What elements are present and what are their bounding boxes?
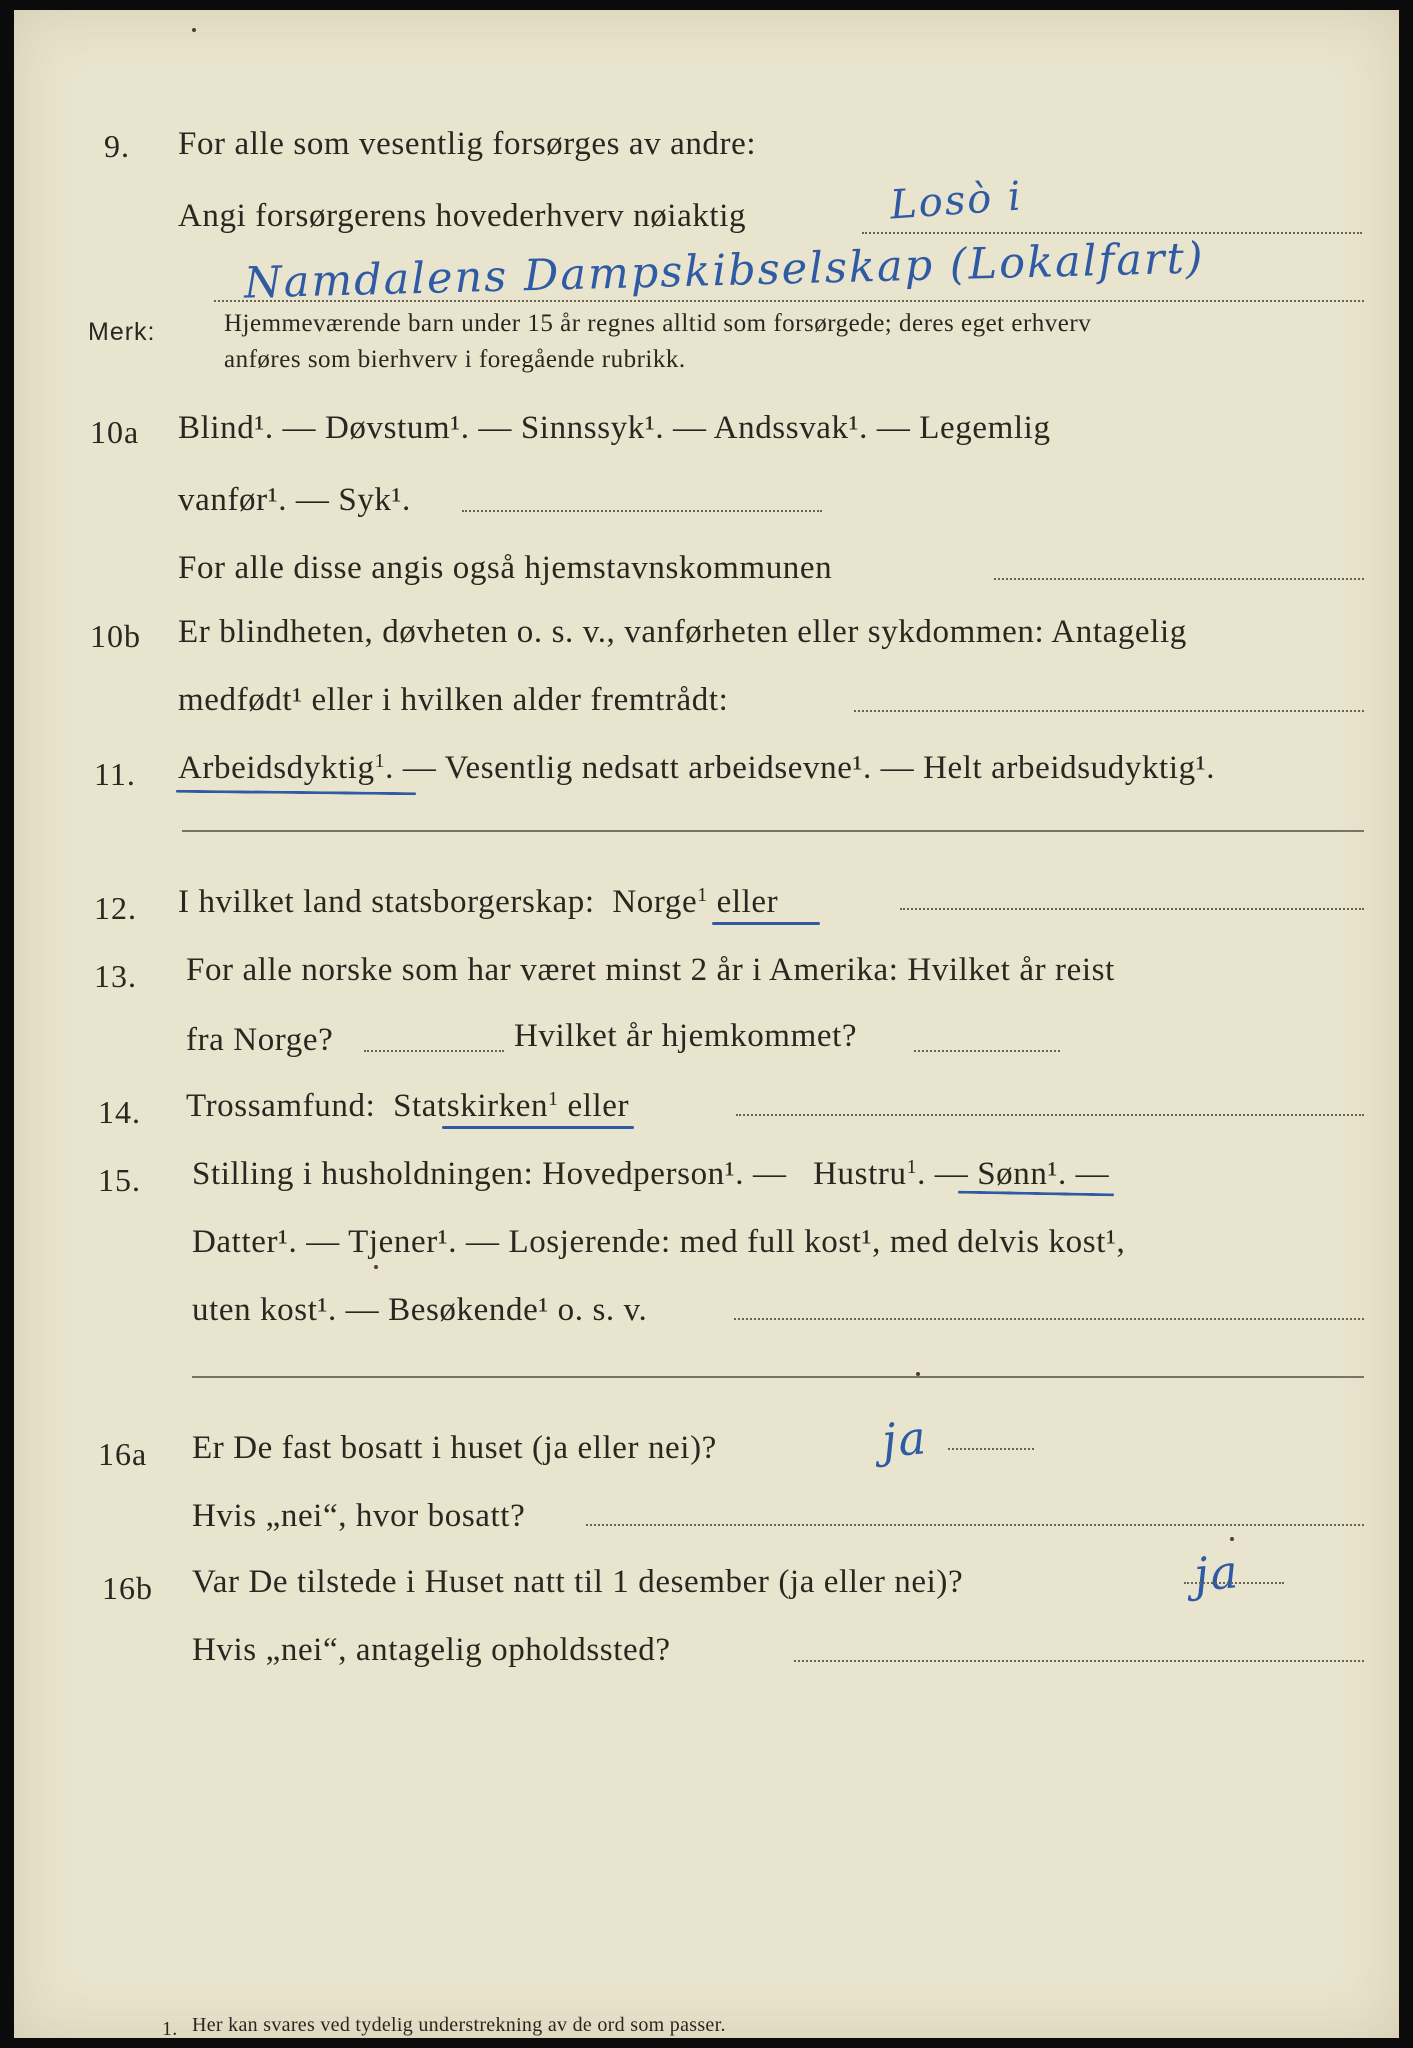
q12-suffix: eller — [716, 884, 779, 920]
q12-text — [178, 884, 778, 921]
q15-option-hustru: Hustru — [813, 1156, 907, 1192]
q16b-line2: Hvis „nei“, antagelig opholdssted? — [192, 1632, 671, 1668]
q11-selected-underline — [176, 790, 416, 796]
q10b-answer-line — [854, 710, 1364, 712]
q13-return-year-line — [914, 1050, 1060, 1052]
q11-option-arbeidsdyktig: Arbeidsdyktig — [178, 750, 375, 786]
q13-line2b: Hvilket år hjemkommet? — [514, 1018, 858, 1054]
q16b-location-line — [794, 1660, 1364, 1662]
q12-option-norge: Norge — [612, 884, 698, 920]
q16a-answer-line — [948, 1448, 1034, 1450]
census-form-page — [14, 10, 1399, 2038]
q10a-line3: For alle disse angis også hjemstavnskommunen — [178, 550, 833, 586]
q13-line1: For alle norske som har været minst 2 år i Amerika: Hvilket år reist — [186, 952, 1115, 988]
q16a-handwritten-answer: ja — [879, 1410, 930, 1468]
q14-suffix: eller — [567, 1088, 630, 1124]
q16b-number: 16b — [102, 1570, 153, 1606]
q11-number: 11. — [94, 756, 136, 792]
q16a-number: 16a — [98, 1436, 148, 1472]
q10b-number: 10b — [90, 618, 141, 654]
q15-footnote-ref: 1 — [906, 1156, 918, 1179]
q9-answer-line-1 — [862, 232, 1362, 234]
q16a-line1: Er De fast bosatt i huset (ja eller nei)? — [192, 1430, 717, 1466]
q15-line1 — [192, 1156, 1109, 1193]
q10a-number: 10a — [90, 414, 140, 450]
q11-footnote-ref: 1 — [374, 750, 386, 773]
q10a-line2: vanfør¹. — Syk¹. — [178, 482, 411, 518]
q11-answer-line — [182, 830, 1364, 832]
q16b-line1: Var De tilstede i Huset natt til 1 desember (ja eller nei)? — [192, 1564, 964, 1600]
merk-line2: anføres som bierhverv i foregående rubrikk. — [224, 346, 686, 373]
q14-number: 14. — [98, 1094, 141, 1130]
paper-speck — [374, 1265, 378, 1269]
q16b-handwritten-answer: ja — [1191, 1544, 1242, 1602]
q16b-answer-line — [1184, 1582, 1284, 1584]
q14-text — [186, 1088, 629, 1125]
q14-question: Trossamfund: — [186, 1088, 376, 1124]
q15-question: Stilling i husholdningen: Hovedperson¹. — — [192, 1156, 787, 1192]
paper-speck — [192, 28, 196, 32]
q9-line2: Angi forsørgerens hovederhverv nøiaktig — [178, 198, 747, 234]
footnote-mark: 1. — [162, 2018, 178, 2040]
q14-footnote-ref: 1 — [548, 1088, 559, 1111]
q9-handwritten-answer-1: Losò i — [888, 173, 1025, 229]
q13-departure-year-line — [364, 1050, 504, 1052]
q15-line3: uten kost¹. — Besøkende¹ o. s. v. — [192, 1292, 648, 1328]
q12-number: 12. — [94, 890, 137, 926]
q16a-residence-line — [586, 1524, 1364, 1526]
q13-number: 13. — [94, 958, 137, 994]
q10b-line2: medfødt¹ eller i hvilken alder fremtrådt: — [178, 682, 729, 718]
q12-selected-underline — [712, 922, 820, 925]
q16a-line2: Hvis „nei“, hvor bosatt? — [192, 1498, 526, 1534]
q13-line2a: fra Norge? — [186, 1022, 334, 1058]
q12-question: I hvilket land statsborgerskap: — [178, 884, 595, 920]
q15-line2: Datter¹. — Tjener¹. — Losjerende: med full kost¹, med delvis kost¹, — [192, 1224, 1126, 1260]
paper-speck — [1230, 1537, 1234, 1541]
q14-option-statskirken: Statskirken — [393, 1088, 549, 1124]
q9-line1: For alle som vesentlig forsørges av andre: — [178, 126, 757, 162]
q14-answer-line — [736, 1114, 1364, 1116]
q9-number: 9. — [104, 128, 130, 164]
q10a-answer-line — [462, 510, 822, 512]
q11-other-options: . — Vesentlig nedsatt arbeidsevne¹. — Helt arbeidsudyktig¹. — [385, 750, 1216, 786]
q15-answer-line-2 — [192, 1376, 1364, 1378]
q12-footnote-ref: 1 — [697, 884, 708, 907]
q9-handwritten-answer-2: Namdalens Dampskibselskap (Lokalfart) — [243, 233, 1206, 309]
q15-answer-line — [734, 1318, 1364, 1320]
paper-speck — [916, 1372, 920, 1376]
q12-answer-line — [900, 908, 1364, 910]
merk-line1: Hjemmeværende barn under 15 år regnes alltid som forsørgede; deres eget erhverv — [224, 310, 1092, 337]
q11-text — [178, 750, 1215, 787]
q10b-line1: Er blindheten, døvheten o. s. v., vanførheten eller sykdommen: Antagelig — [178, 614, 1187, 650]
q15-other-options: . — Sønn¹. — — [917, 1156, 1110, 1192]
merk-label: Merk: — [88, 318, 156, 346]
q10a-line1: Blind¹. — Døvstum¹. — Sinnssyk¹. — Andssvak¹. — Legemlig — [178, 410, 1051, 446]
q14-selected-underline — [442, 1126, 634, 1129]
q10a-municipality-line — [994, 578, 1364, 580]
footnote-text: Her kan svares ved tydelig understrekning av de ord som passer. — [192, 2014, 726, 2036]
q15-number: 15. — [98, 1162, 141, 1198]
